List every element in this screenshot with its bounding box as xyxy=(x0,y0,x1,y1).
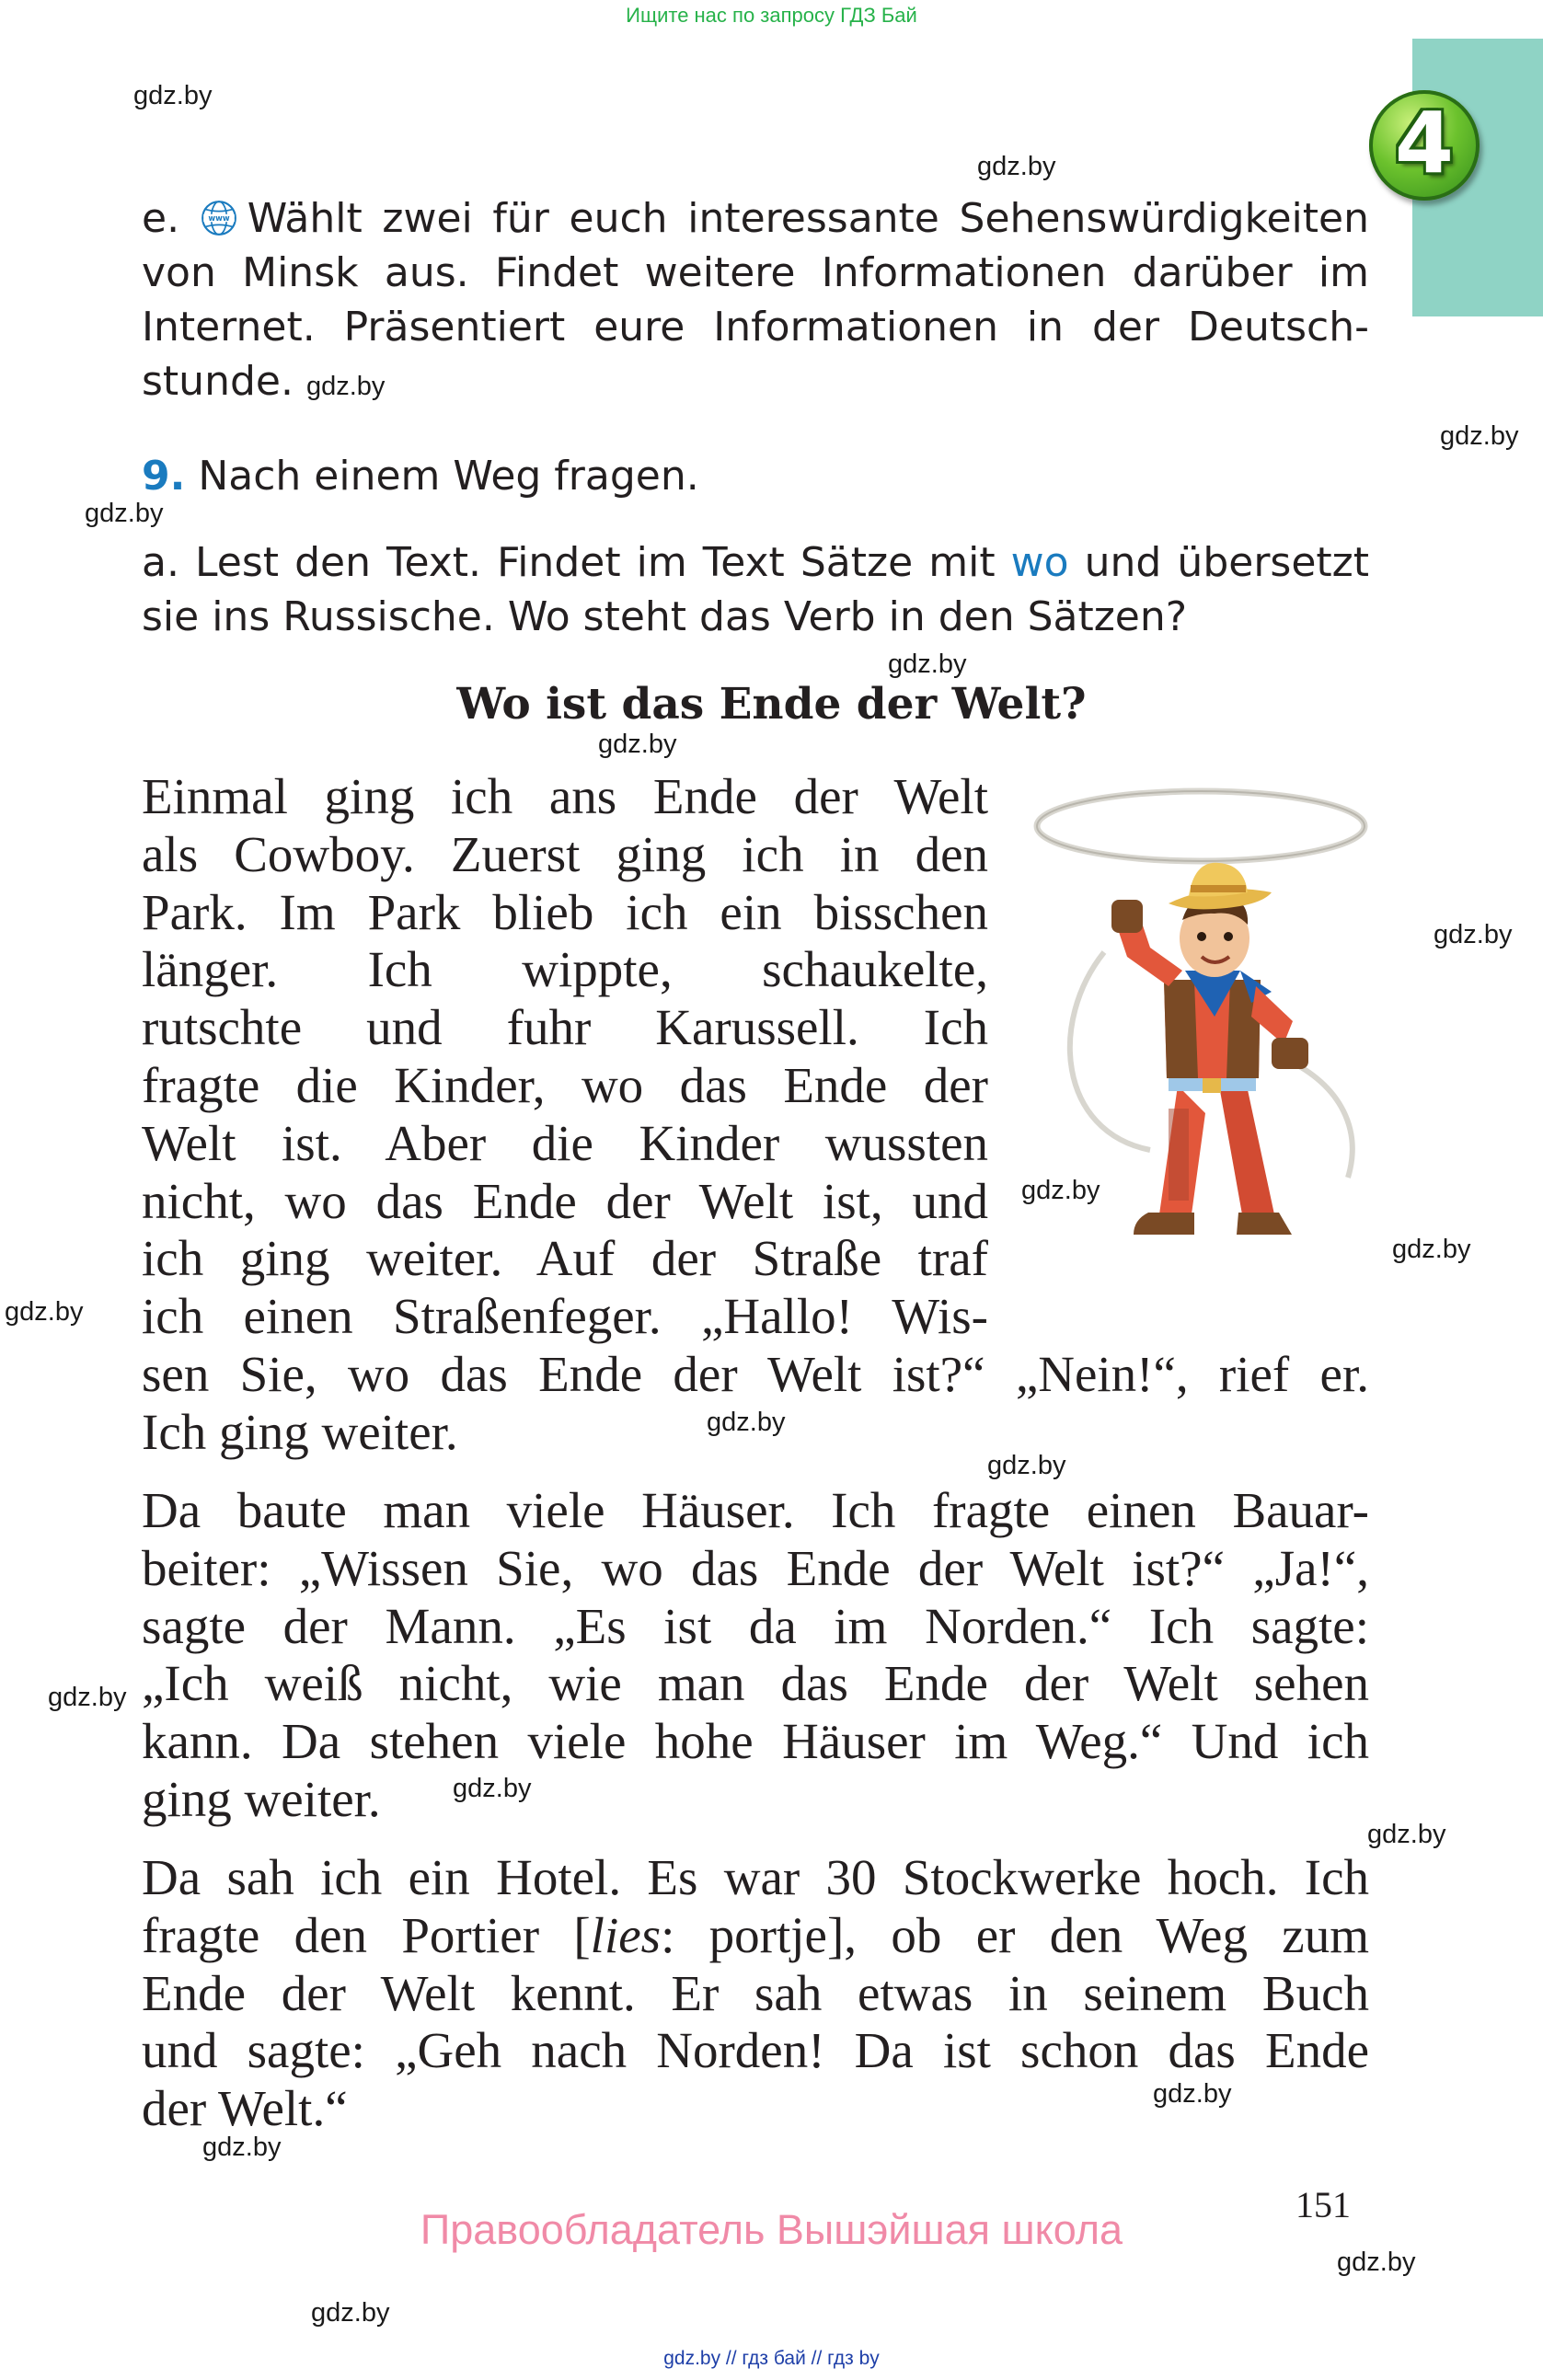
story-text: fragte den Portier [ xyxy=(142,1906,591,1963)
story-line: ich ging weiter. Auf der Straße traf xyxy=(142,1230,988,1287)
story-line: sagte der Mann. „Es ist da im Norden.“ Ich sagte: xyxy=(142,1597,1369,1654)
lies-italic: lies xyxy=(590,1906,662,1963)
story-line: fragte die Kinder, wo das Ende der xyxy=(142,1056,988,1113)
watermark: gdz.by xyxy=(1434,920,1513,949)
story-line: der Welt.“ xyxy=(142,2080,348,2137)
story-paragraph-1-cont xyxy=(142,1346,1369,1462)
watermark: gdz.by xyxy=(1367,1820,1446,1849)
story-line: rutschte und fuhr Karussell. Ich xyxy=(142,999,988,1056)
story-line: ging weiter. xyxy=(142,1770,381,1827)
story-line: Da sah ich ein Hotel. Es war 30 Stockwerke hoch. Ich xyxy=(142,1849,1369,1905)
story-line: Park. Im Park blieb ich ein bisschen xyxy=(142,883,988,940)
page-number: 151 xyxy=(1295,2184,1351,2225)
exercise-e-line-4 xyxy=(142,354,1369,408)
watermark: gdz.by xyxy=(5,1297,84,1327)
watermark: gdz.by xyxy=(202,2133,282,2162)
story-line: als Cowboy. Zuerst ging ich in den xyxy=(142,825,988,882)
task-a-text: und übersetzt xyxy=(1068,539,1370,586)
task-a-text: a. Lest den Text. Findet im Text Sätze mit xyxy=(142,539,1011,586)
watermark: gdz.by xyxy=(1337,2248,1416,2277)
exercise-e-line-2: von Minsk aus. Findet weitere Informationen darüber im xyxy=(142,249,1369,296)
watermark: gdz.by xyxy=(1153,2079,1232,2109)
exercise-e-line-1 xyxy=(142,191,1369,246)
watermark: gdz.by xyxy=(707,1408,786,1437)
watermark: gdz.by xyxy=(1021,1176,1100,1205)
story-line: sen Sie, wo das Ende der Welt ist?“ „Nein!“, rief er. xyxy=(142,1346,1369,1402)
top-search-note: Ищите нас по запросу ГДЗ Бай xyxy=(626,4,917,27)
story-line: und sagte: „Geh nach Norden! Da ist schon das Ende xyxy=(142,2022,1369,2079)
svg-text:www: www xyxy=(208,213,230,224)
exercise-e-letter: e. xyxy=(142,195,180,242)
watermark: gdz.by xyxy=(977,152,1056,181)
story-line: Welt ist. Aber die Kinder wussten xyxy=(142,1114,988,1171)
story-line: kann. Da stehen viele hohe Häuser im Weg.“ Und ich xyxy=(142,1713,1369,1770)
task-a-line-1 xyxy=(142,535,1369,590)
story-text: : portje], ob er den Weg zum xyxy=(661,1906,1369,1963)
watermark: gdz.by xyxy=(85,499,164,528)
watermark: gdz.by xyxy=(888,650,967,679)
watermark: gdz.by xyxy=(311,2298,390,2328)
footer-links: gdz.by // гдз бай // гдз by xyxy=(663,2348,880,2369)
task-a-line-2: sie ins Russische. Wo steht das Verb in den Sätzen? xyxy=(142,593,1188,640)
exercise-9-title-line xyxy=(142,449,1369,503)
watermark: gdz.by xyxy=(1392,1235,1471,1264)
cowboy-illustration xyxy=(1031,782,1371,1260)
story-line: Ich ging weiter. xyxy=(142,1403,458,1460)
watermark: gdz.by xyxy=(305,372,386,401)
story-title: Wo ist das Ende der Welt? xyxy=(456,679,1087,730)
task-a-keyword: wo xyxy=(1010,539,1069,586)
watermark: gdz.by xyxy=(133,81,213,110)
chapter-badge xyxy=(1369,90,1480,201)
story-line: beiter: „Wissen Sie, wo das Ende der Welt ist?“ „Ja!“, xyxy=(142,1539,1369,1596)
story-line xyxy=(142,1907,1369,1965)
story-line: Ende der Welt kennt. Er sah etwas in seinem Buch xyxy=(142,1964,1369,2021)
story-line: länger. Ich wippte, schaukelte, xyxy=(142,941,988,998)
exercise-e-text-4: stunde. xyxy=(142,358,294,405)
copyright-holder: Правообладатель Вышэйшая школа xyxy=(420,2206,1123,2253)
watermark: gdz.by xyxy=(987,1451,1066,1480)
story-line: ich einen Straßenfeger. „Hallo! Wis- xyxy=(142,1288,988,1345)
watermark: gdz.by xyxy=(48,1683,127,1712)
exercise-e-line-3: Internet. Präsentiert eure Informationen in der Deutsch- xyxy=(142,304,1369,351)
exercise-9-number: 9. xyxy=(142,453,186,500)
story-paragraph-2 xyxy=(142,1482,1369,1829)
story-line: Einmal ging ich ans Ende der Welt xyxy=(142,768,988,824)
exercise-e xyxy=(142,191,1369,408)
watermark: gdz.by xyxy=(598,730,677,759)
exercise-9-title: Nach einem Weg fragen. xyxy=(198,453,699,500)
story-paragraph-3 xyxy=(142,1849,1369,2138)
story-line: Da baute man viele Häuser. Ich fragte einen Bauar- xyxy=(142,1482,1369,1538)
chapter-number: 4 xyxy=(1394,94,1454,192)
globe-www-icon xyxy=(200,199,238,237)
watermark: gdz.by xyxy=(453,1774,532,1803)
watermark: gdz.by xyxy=(1440,421,1519,451)
exercise-e-text-1: Wählt zwei für euch interessante Sehenswürdigkeiten xyxy=(247,195,1369,242)
story-line: nicht, wo das Ende der Welt ist, und xyxy=(142,1172,988,1229)
exercise-9-task-a xyxy=(142,535,1369,644)
story-line: „Ich weiß nicht, wie man das Ende der Welt sehen xyxy=(142,1655,1369,1712)
exercise-9-heading xyxy=(142,449,1369,503)
story-paragraph-1 xyxy=(142,768,988,1346)
